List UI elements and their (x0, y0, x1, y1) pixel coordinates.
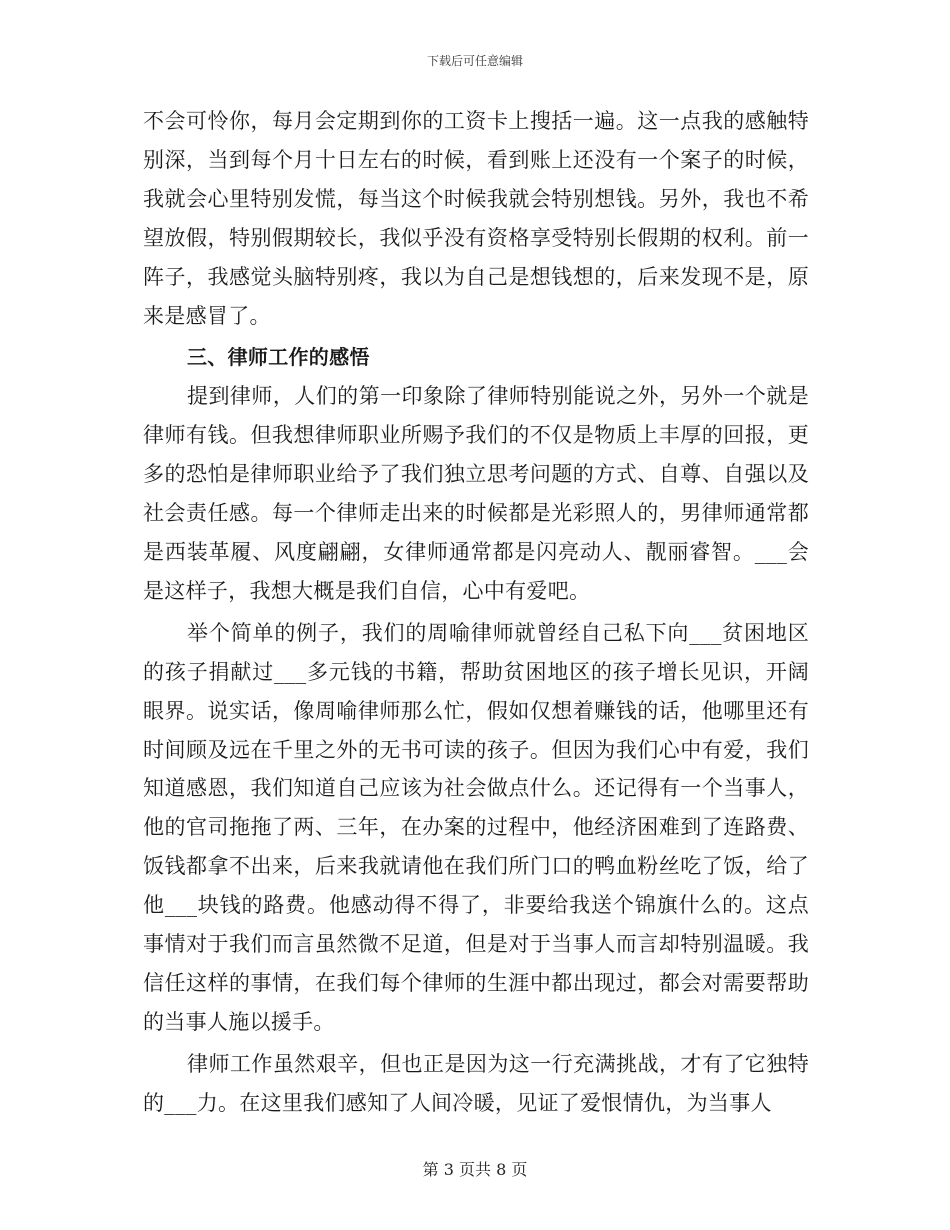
paragraph: 举个简单的例子，我们的周喻律师就曾经自己私下向___贫困地区的孩子捐献过___多元钱的书籍，帮助贫困地区的孩子增长见识，开阔眼界。说实话，像周喻律师那么忙，假如仅想着赚钱的话，他哪里还有时间顾及远在千里之外的无书可读的孩子。但因为我们心中有爱，我们知道感恩，我们知道自己应该为社会做点什么。还记得有一个当事人，他的官司拖拖了两、三年，在办案的过程中，他经济困难到了连路费、饭钱都拿不出来，后来我就请他在我们所门口的鸭血粉丝吃了饭，给了他___块钱的路费。他感动得不得了，非要给我送个锦旗什么的。这点事情对于我们而言虽然微不足道，但是对于当事人而言却特别温暖。我信任这样的事情，在我们每个律师的生涯中都出现过，都会对需要帮助的当事人施以援手。 (143, 620, 809, 1034)
paragraph-continuation: 不会可怜你，每月会定期到你的工资卡上搜括一遍。这一点我的感触特别深，当到每个月十日左右的时候，看到账上还没有一个案子的时候，我就会心里特别发慌，每当这个时候我就会特别想钱。另外，我也不希望放假，特别假期较长，我似乎没有资格享受特别长假期的权利。前一阵子，我感觉头脑特别疼，我以为自己是想钱想的，后来发现不是，原来是感冒了。 (143, 109, 809, 328)
paragraph: 提到律师，人们的第一印象除了律师特别能说之外，另外一个就是律师有钱。但我想律师职业所赐予我们的不仅是物质上丰厚的回报，更多的恐怕是律师职业给予了我们独立思考问题的方式、自尊、自强以及社会责任感。每一个律师走出来的时候都是光彩照人的，男律师通常都是西装革履、风度翩翩，女律师通常都是闪亮动人、靓丽睿智。___会是这样子，我想大概是我们自信，心中有爱吧。 (143, 384, 809, 603)
paragraph: 律师工作虽然艰辛，但也正是因为这一行充满挑战，才有了它独特的___力。在这里我们感知了人间冷暖，见证了爱恨情仇，为当事人 (143, 1051, 809, 1115)
section-heading: 三、律师工作的感悟 (187, 345, 370, 370)
page-footer: 第 3 页共 8 页 (422, 1160, 528, 1179)
document-body (143, 102, 809, 1123)
page-header: 下载后可任意编辑 (426, 54, 523, 68)
